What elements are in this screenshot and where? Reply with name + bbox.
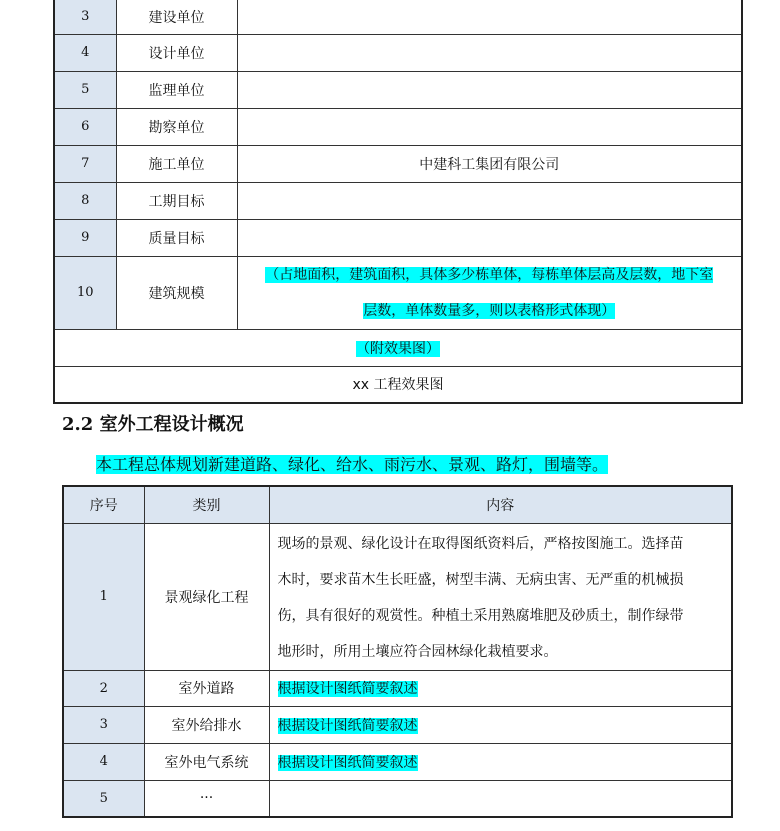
row-number: 2 [63,670,144,706]
row-label: 监理单位 [116,71,237,108]
row-category: 景观绿化工程 [144,523,269,670]
row-label: 勘察单位 [116,108,237,145]
table-row [63,780,732,817]
header-category: 类别 [144,486,269,523]
table-row [54,108,742,145]
table-row [54,145,742,182]
table-row [54,256,742,329]
outdoor-works-table [62,485,733,818]
attach-note-cell [54,329,742,366]
table-header-row [63,486,732,523]
row-label: 施工单位 [116,145,237,182]
row-value [237,71,742,108]
row-value [237,219,742,256]
header-no: 序号 [63,486,144,523]
attach-note: （附效果图） [356,340,440,357]
row-number: 10 [54,256,116,329]
row-number: 7 [54,145,116,182]
row-category: 室外给排水 [144,706,269,743]
row-category: ··· [144,780,269,817]
section-intro: 本工程总体规划新建道路、绿化、给水、雨污水、景观、路灯，围墙等。 [96,455,609,474]
row-label: 设计单位 [116,34,237,71]
effect-caption: xx 工程效果图 [54,366,742,403]
row-content [269,780,732,817]
table-row [63,523,732,670]
row-number: 6 [54,108,116,145]
header-content: 内容 [269,486,732,523]
row-number: 4 [63,743,144,780]
row-content: 根据设计图纸简要叙述 [269,743,732,780]
row-value [237,34,742,71]
row-category: 室外电气系统 [144,743,269,780]
table-row [63,670,732,706]
row-number: 8 [54,182,116,219]
table-row [63,743,732,780]
row-content: 现场的景观、绿化设计在取得图纸资料后，严格按图施工。选择苗 木时，要求苗木生长旺盛，树型丰满、无病虫害、无严重的机械损 伤，具有很好的观赏性。种植土采用熟腐堆肥及砂质土，制作绿带 地形时，所用土壤应符合园林绿化栽植要求。 [269,523,732,670]
row-content: 根据设计图纸简要叙述 [269,706,732,743]
row-category: 室外道路 [144,670,269,706]
row-value [237,182,742,219]
row-number: 4 [54,34,116,71]
row-value: 中建科工集团有限公司 [237,145,742,182]
table-row [54,219,742,256]
row-number: 5 [63,780,144,817]
row-label: 质量目标 [116,219,237,256]
row-number: 5 [54,71,116,108]
project-info-table [53,0,743,404]
row-value [237,256,742,329]
table-row [54,182,742,219]
scale-note-line-2: 层数，单体数量多，则以表格形式体现） [363,302,616,319]
row-number: 1 [63,523,144,670]
row-number: 3 [63,706,144,743]
table-row [54,329,742,366]
row-number: 9 [54,219,116,256]
row-content: 根据设计图纸简要叙述 [269,670,732,706]
row-value [237,0,742,34]
row-value [237,108,742,145]
table-row [54,34,742,71]
table-row [54,366,742,403]
scale-note-line-1: （占地面积，建筑面积，具体多少栋单体，每栋单体层高及层数，地下室 [265,266,714,283]
table-row [54,71,742,108]
row-label: 建设单位 [116,0,237,34]
row-label: 工期目标 [116,182,237,219]
table-row [54,0,742,34]
row-label: 建筑规模 [116,256,237,329]
row-number: 3 [54,0,116,34]
table-row [63,706,732,743]
section-heading: 2.2 室外工程设计概况 [62,414,244,435]
